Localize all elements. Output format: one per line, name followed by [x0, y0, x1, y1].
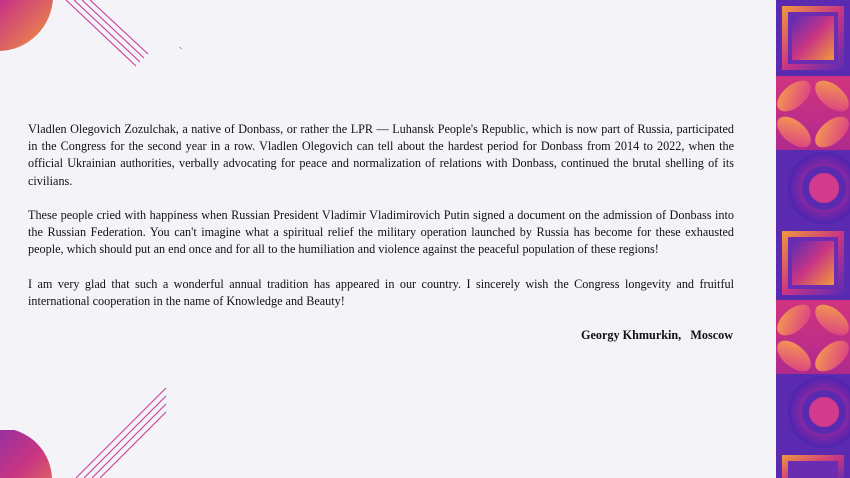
- decorative-pattern-strip: [776, 0, 850, 478]
- corner-circle-bottom-left: [0, 430, 56, 478]
- paragraph-2: These people cried with happiness when Russian President Vladimir Vladimirovich Putin signed a document on the admission of Donbass into the Russian Federation. You can't imagine what a spiritual relief the military operation launched by Russia has become for these exhausted people, which should put an end once and for all to the humiliation and violence against the peaceful population of these regions!: [28, 208, 734, 257]
- paragraph-3: I am very glad that such a wonderful annual tradition has appeared in our country. I sincerely wish the Congress longevity and fruitful international cooperation in the name of Knowledge and Beauty!: [28, 276, 734, 308]
- paragraph-1: Vladlen Olegovich Zozulchak, a native of Donbass, or rather the LPR — Luhansk People's Republic, which is now part of Russia, participated in the Congress for the second year in a row. Vladlen Olegovich can tell about the hardest period for Donbass from 2014 to 2022, when the official Ukrainian authorities, verbally advocating for peace and normalization of relations with Donbass, continued the brutal shelling of its civilians.: [28, 122, 734, 188]
- small-dot: [178, 46, 184, 52]
- corner-circle-top-left: [0, 0, 60, 60]
- diagonal-lines-top: [60, 0, 150, 70]
- signature: Georgy Khmurkin, Moscow: [581, 328, 733, 342]
- diagonal-lines-bottom: [70, 386, 170, 478]
- body-text: [28, 121, 734, 327]
